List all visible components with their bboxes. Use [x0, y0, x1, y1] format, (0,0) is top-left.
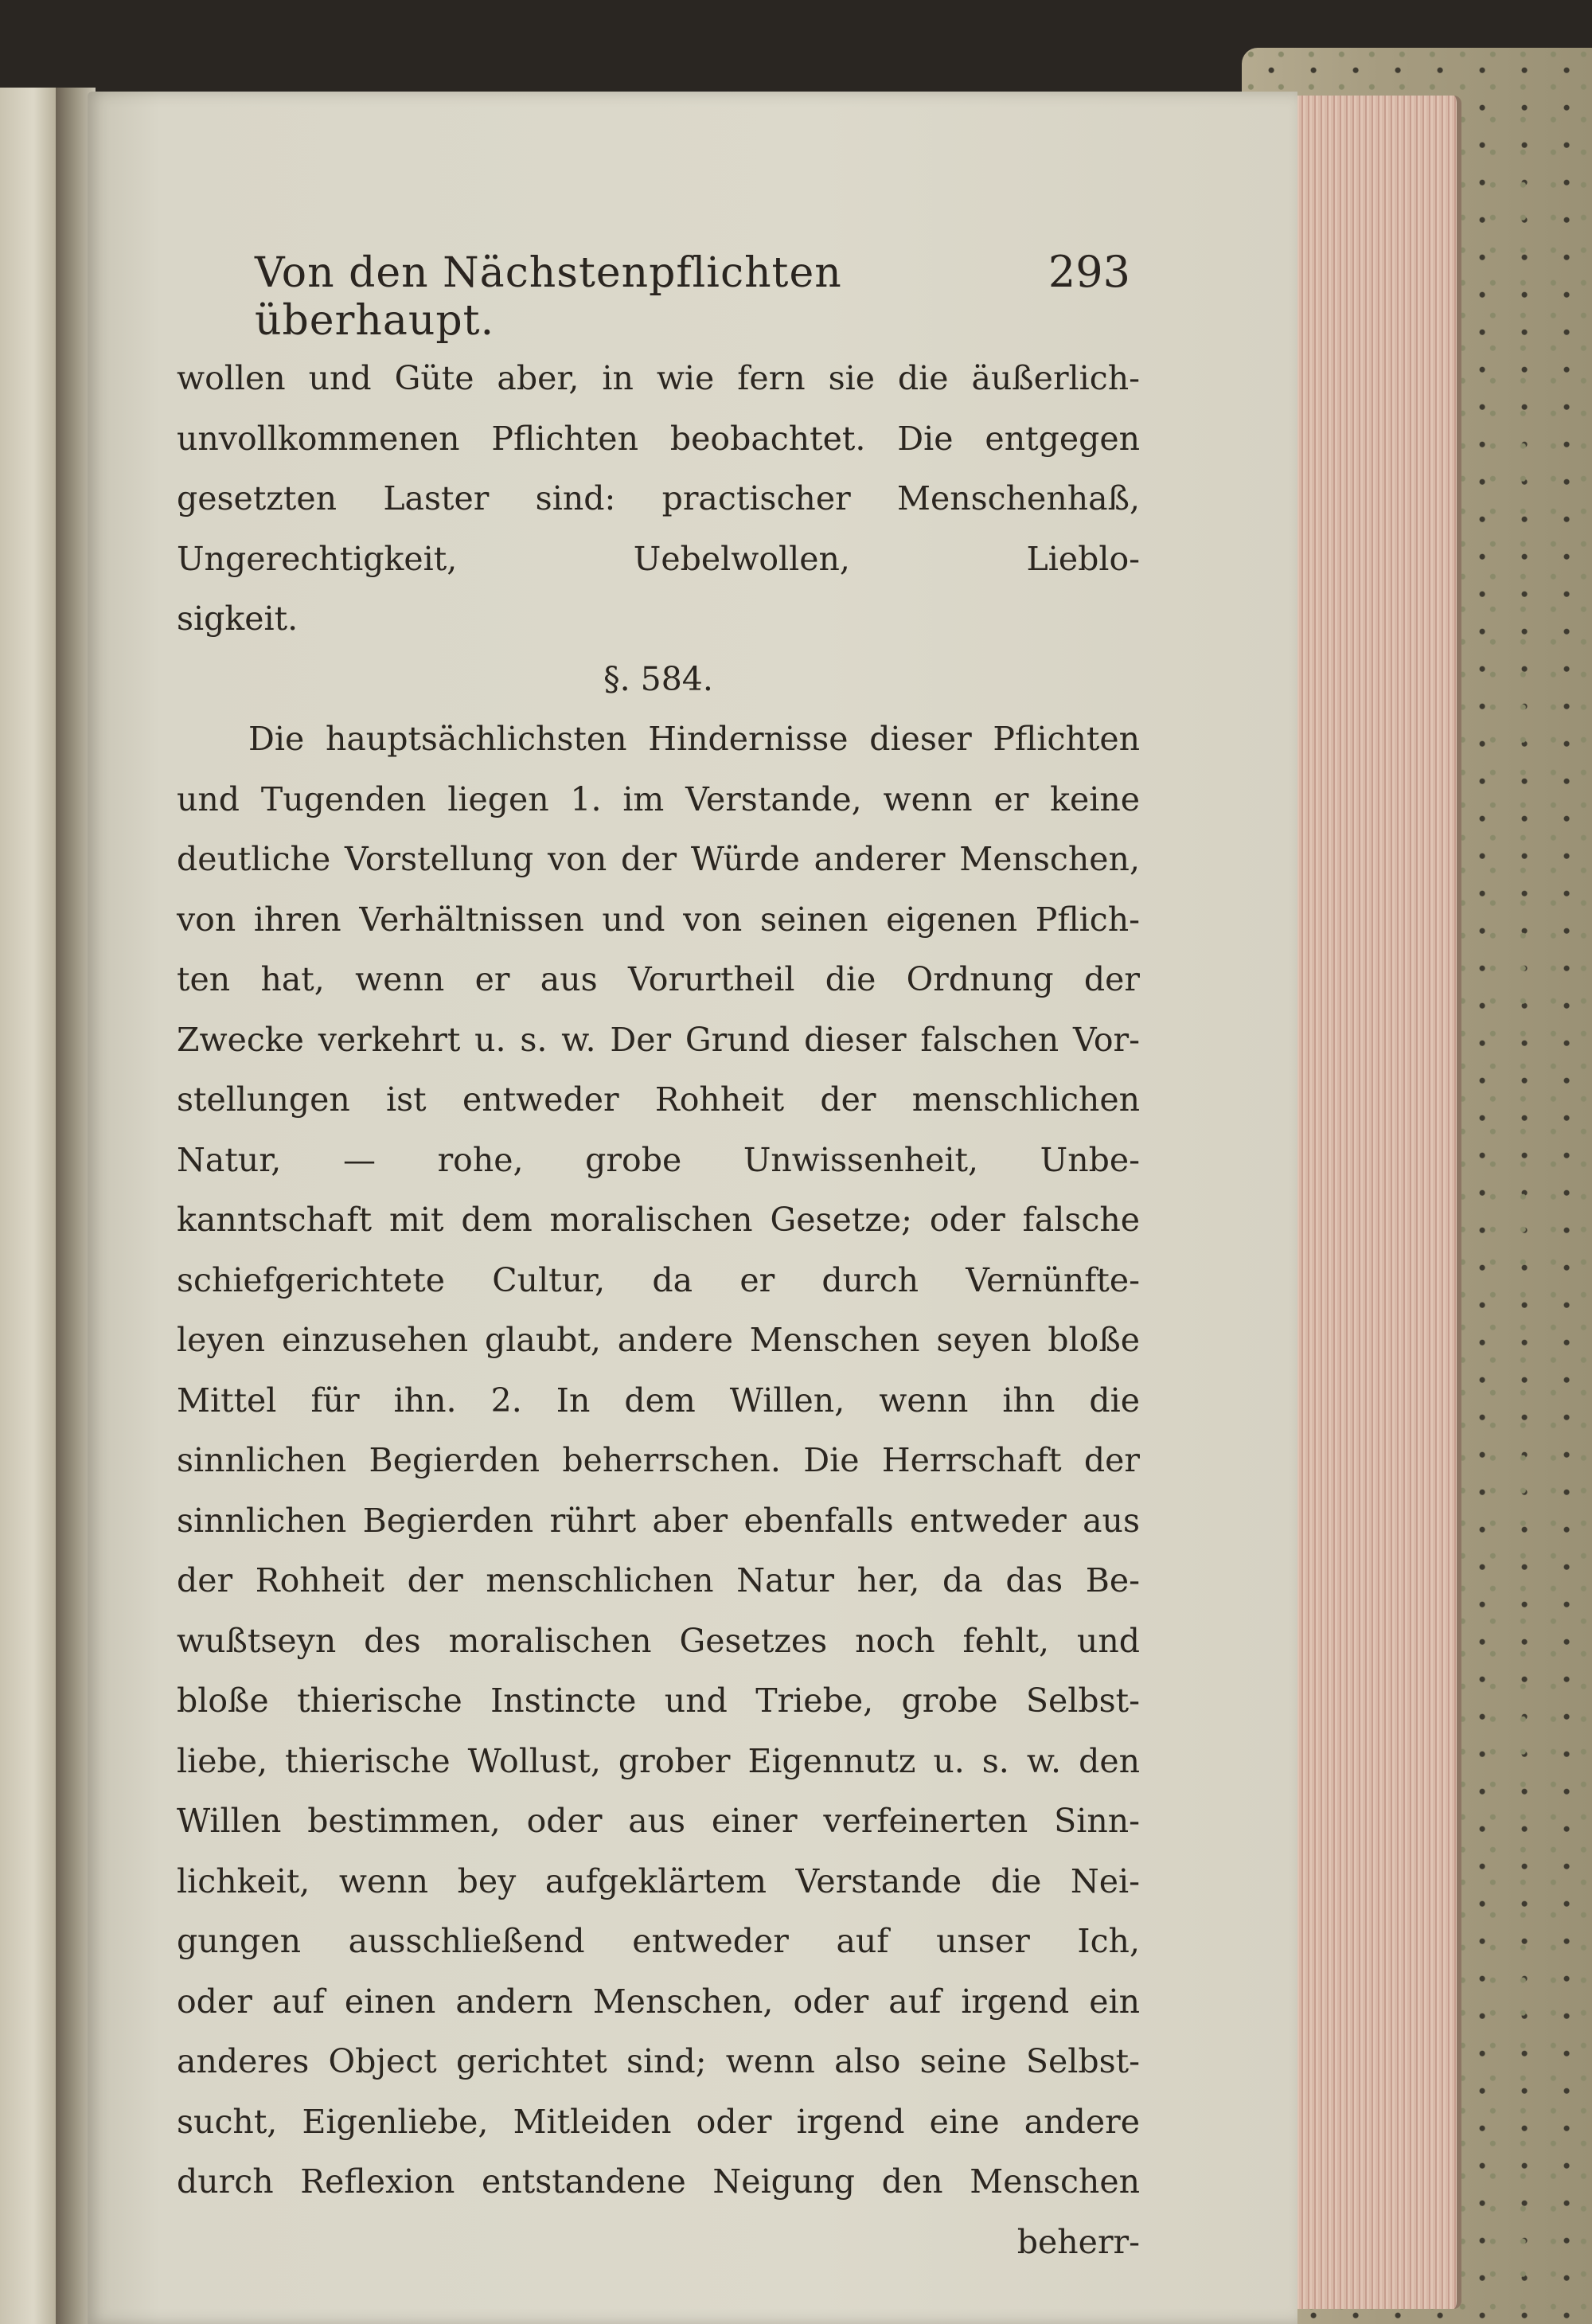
- text-line: unvollkommenen Pflichten beobachtet. Die entgegen: [177, 419, 1140, 458]
- page-edges: [1274, 96, 1461, 2309]
- page-number: 293: [1048, 247, 1130, 297]
- text-line: leyen einzusehen glaubt, andere Menschen seyen bloße: [177, 1321, 1140, 1359]
- text-line: von ihren Verhältnissen und von seinen eigenen Pflich-: [177, 900, 1140, 939]
- text-line: Ungerechtigkeit, Uebelwollen, Lieblo-: [177, 539, 1140, 578]
- running-head: [255, 247, 1130, 345]
- text-line: oder auf einen andern Menschen, oder auf irgend ein: [177, 1982, 1140, 2021]
- text-line: sinnlichen Begierden beherrschen. Die Herrschaft der: [177, 1441, 1140, 1479]
- text-line: sucht, Eigenliebe, Mitleiden oder irgend eine andere: [177, 2102, 1140, 2141]
- text-line: sigkeit.: [177, 600, 298, 638]
- text-line: sinnlichen Begierden rührt aber ebenfalls entweder aus: [177, 1501, 1140, 1540]
- text-line: gesetzten Laster sind: practischer Menschenhaß,: [177, 479, 1140, 518]
- text-line: bloße thierische Instincte und Triebe, grobe Selbst-: [177, 1681, 1140, 1720]
- text-line: liebe, thierische Wollust, grober Eigennutz u. s. w. den: [177, 1741, 1140, 1780]
- text-line: wußtseyn des moralischen Gesetzes noch fehlt, und: [177, 1621, 1140, 1660]
- text-line: Die hauptsächlichsten Hindernisse dieser Pflichten: [248, 720, 1140, 758]
- left-page: [0, 88, 56, 2324]
- text-line: Zwecke verkehrt u. s. w. Der Grund dieser falschen Vor-: [177, 1020, 1140, 1059]
- text-line: gungen ausschließend entweder auf unser Ich,: [177, 1922, 1140, 1960]
- text-line: Natur, — rohe, grobe Unwissenheit, Unbe-: [177, 1140, 1140, 1179]
- text-line: stellungen ist entweder Rohheit der menschlichen: [177, 1080, 1140, 1119]
- text-line: der Rohheit der menschlichen Natur her, da das Be-: [177, 1561, 1140, 1599]
- text-line: deutliche Vorstellung von der Würde anderer Menschen,: [177, 840, 1140, 878]
- text-line: schiefgerichtete Cultur, da er durch Vernünfte-: [177, 1260, 1140, 1299]
- text-line: und Tugenden liegen 1. im Verstande, wenn er keine: [177, 779, 1140, 818]
- text-line: kanntschaft mit dem moralischen Gesetze; oder falsche: [177, 1201, 1140, 1239]
- body-text: [177, 349, 1140, 2272]
- section-heading: §. 584.: [603, 659, 713, 698]
- text-line: anderes Object gerichtet sind; wenn also seine Selbst-: [177, 2042, 1140, 2080]
- text-line: ten hat, wenn er aus Vorurtheil die Ordnung der: [177, 960, 1140, 998]
- text-line: durch Reflexion entstandene Neigung den Menschen: [177, 2162, 1140, 2201]
- text-line: Mittel für ihn. 2. In dem Willen, wenn ihn die: [177, 1381, 1140, 1420]
- text-line: beherr-: [1016, 2222, 1140, 2261]
- text-line: Willen bestimmen, oder aus einer verfeinerten Sinn-: [177, 1802, 1140, 1840]
- running-title: Von den Nächstenpflichten überhaupt.: [255, 249, 842, 345]
- text-line: wollen und Güte aber, in wie fern sie die äußerlich-: [177, 359, 1140, 397]
- text-line: lichkeit, wenn bey aufgeklärtem Verstande die Nei-: [177, 1861, 1140, 1900]
